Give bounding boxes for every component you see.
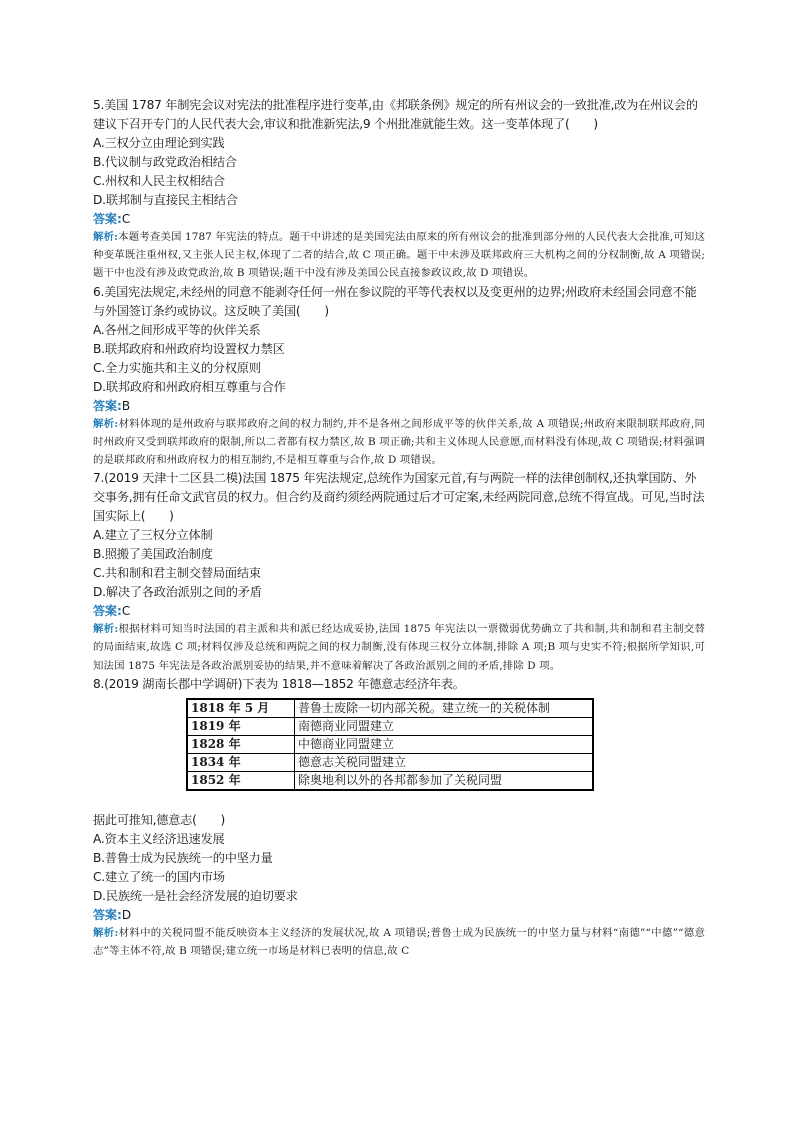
q5-option-d: D.联邦制与直接民主相结合 <box>93 193 238 207</box>
explanation-label: 解析: <box>93 926 119 939</box>
q8-lead: 据此可推知,德意志( ) <box>93 812 226 827</box>
q8-answer <box>93 906 705 924</box>
q7-option-a: A.建立了三权分立体制 <box>93 528 213 543</box>
question-7-stem: 7.(2019 天津十二区县二模)法国 1875 年宪法规定,总统作为国家元首,有与两院一样的法律创制权,还执掌国防、外交事务,拥有任命文武官员的权力。但合约及商约须经两院通过后才可定案,未经两院同意,总统不得宣战。可见,当时法国实际上( ) <box>93 471 705 524</box>
table-year-cell: 1834 年 <box>187 753 295 771</box>
q5-explanation <box>93 228 705 283</box>
question-6-stem: 6.美国宪法规定,未经州的同意不能剥夺任何一州在参议院的平等代表权以及变更州的边界;州政府未经国会同意不能与外国签订条约或协议。这反映了美国( ) <box>93 284 697 318</box>
q8-option-c: C.建立了统一的国内市场 <box>93 869 225 884</box>
q5-option-b: B.代议制与政党政治相结合 <box>93 155 237 169</box>
explanation-label: 解析: <box>93 623 119 636</box>
q6-option-a: A.各州之间形成平等的伙伴关系 <box>93 322 261 337</box>
explanation-label: 解析: <box>93 417 119 430</box>
table-year-cell: 1828 年 <box>187 735 295 753</box>
q8-explanation-text: 材料中的关税同盟不能反映资本主义经济的发展状况,故 A 项错误;普鲁士成为民族统一的中坚力量与材料“南德”“中德”“德意志”等主体不符,故 B 项错误;建立统一市场是材料已表明的信息,故 C <box>93 926 705 958</box>
table-year-cell: 1819 年 <box>187 717 295 735</box>
q7-explanation <box>93 620 705 675</box>
table-row <box>187 735 593 753</box>
table-year-cell: 1818 年 5 月 <box>187 699 295 718</box>
q6-option-b: B.联邦政府和州政府均设置权力禁区 <box>93 341 285 356</box>
table-event-cell: 中德商业同盟建立 <box>295 735 594 753</box>
q8-option-b: B.普鲁士成为民族统一的中坚力量 <box>93 850 273 865</box>
q7-option-c: C.共和制和君主制交替局面结束 <box>93 566 261 581</box>
table-year-cell: 1852 年 <box>187 771 295 790</box>
table-row <box>187 699 593 718</box>
q7-option-b: B.照搬了美国政治制度 <box>93 547 213 562</box>
q5-option-c: C.州权和人民主权相结合 <box>93 174 225 188</box>
economic-chronology-table <box>186 698 594 791</box>
q7-answer <box>93 602 705 620</box>
q7-answer-value: C <box>121 604 131 619</box>
q8-explanation <box>93 924 705 960</box>
q6-explanation-text: 材料体现的是州政府与联邦政府之间的权力制约,并不是各州之间形成平等的伙伴关系,故 A 项错误;州政府来限制联邦政府,同时州政府又受到联邦政府的限制,所以二者都有权力禁区,故 B 项正确;共和主义体现人民意愿,而材料没有体现,故 C 项错误;材料强调的是联邦政府和州政府权力的相互制约,不是相互尊重与合作,故 D 项错误。 <box>93 417 705 467</box>
answer-label: 答案: <box>93 212 122 226</box>
q8-option-d: D.民族统一是社会经济发展的迫切要求 <box>93 888 298 903</box>
q6-answer-value: B <box>121 398 131 413</box>
q5-answer <box>93 210 705 228</box>
q6-answer <box>93 397 705 415</box>
q5-explanation-text: 本题考查美国 1787 年宪法的特点。题干中讲述的是美国宪法由原来的所有州议会的批准到部分州的人民代表大会批准,可知这种变革既注重州权,又主张人民主权,体现了二者的结合,故 C 项正确。题干中未涉及联邦政府三大机构之间的分权制衡,故 A 项错误;题干中也没有涉及政党政治,故 B 项错误;题干中没有涉及美国公民直接参政议政,故 D 项错误。 <box>93 231 705 280</box>
exam-page <box>93 96 705 960</box>
q8-option-a: A.资本主义经济迅速发展 <box>93 831 225 846</box>
answer-label: 答案: <box>93 907 122 922</box>
q5-answer-value: C <box>121 212 131 226</box>
table-event-cell: 德意志关税同盟建立 <box>295 753 594 771</box>
explanation-label: 解析: <box>93 231 119 243</box>
table-event-cell: 南德商业同盟建立 <box>295 717 594 735</box>
q7-option-d: D.解决了各政治派别之间的矛盾 <box>93 585 262 600</box>
answer-label: 答案: <box>93 398 122 413</box>
q6-option-d: D.联邦政府和州政府相互尊重与合作 <box>93 379 286 394</box>
q6-explanation <box>93 415 705 470</box>
table-event-cell: 除奥地利以外的各邦都参加了关税同盟 <box>295 771 594 790</box>
q7-explanation-text: 根据材料可知当时法国的君主派和共和派已经达成妥协,法国 1875 年宪法以一票微弱优势确立了共和制,共和制和君主制交替的局面结束,故选 C 项;材料仅涉及总统和两院之间的权力制衡,没有体现三权分立体制,排除 A 项;B 项与史实不符;根据所学知识,可知法国 1875 年宪法是各政治派别妥协的结果,并不意味着解决了各政治派别之间的矛盾,排除 D 项。 <box>93 623 705 672</box>
q6-option-c: C.全力实施共和主义的分权原则 <box>93 360 261 375</box>
q8-answer-value: D <box>121 907 132 922</box>
answer-label: 答案: <box>93 604 122 619</box>
q5-option-a: A.三权分立由理论到实践 <box>93 136 225 150</box>
question-8-stem: 8.(2019 湖南长郡中学调研)下表为 1818—1852 年德意志经济年表。 <box>93 676 465 691</box>
question-5-stem: 5.美国 1787 年制宪会议对宪法的批准程序进行变革,由《邦联条例》规定的所有州议会的一致批准,改为在州议会的建议下召开专门的人民代表大会,审议和批准新宪法,9 个州批准就能生效。这一变革体现了( ) <box>93 98 698 131</box>
table-row <box>187 753 593 771</box>
table-row <box>187 771 593 790</box>
table-event-cell: 普鲁士废除一切内部关税。建立统一的关税体制 <box>295 699 594 718</box>
table-row <box>187 717 593 735</box>
